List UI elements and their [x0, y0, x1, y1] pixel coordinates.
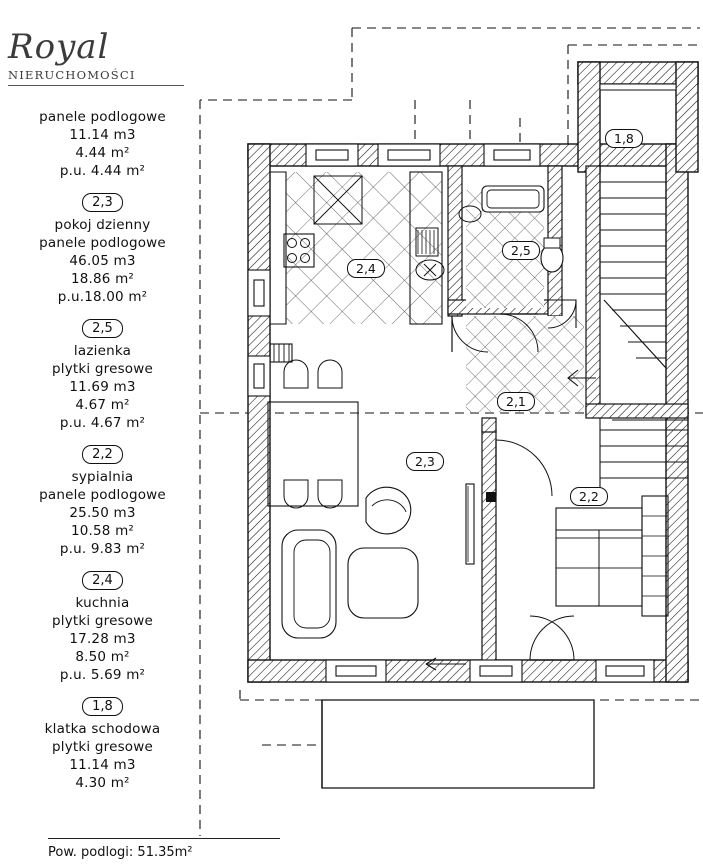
tag-2-4: 2,4: [347, 259, 385, 278]
legend-room-tag: 2,5: [82, 319, 123, 338]
tag-1-8: 1,8: [605, 129, 643, 148]
legend-line: p.u. 4.67 m²: [59, 415, 146, 431]
legend-block: [0, 569, 205, 684]
legend-line: 11.14 m3: [69, 127, 136, 143]
legend-line: lazienka: [73, 343, 132, 359]
legend-line: p.u. 5.69 m²: [59, 667, 146, 683]
legend-line: 4.67 m²: [75, 397, 130, 413]
legend-line: 8.50 m²: [75, 649, 130, 665]
legend-line: 17.28 m3: [69, 631, 136, 647]
company-logo: [8, 27, 198, 86]
tag-2-5: 2,5: [502, 241, 540, 260]
legend-block: [0, 191, 205, 306]
legend-line: panele podlogowe: [39, 235, 166, 251]
legend-block: [0, 317, 205, 432]
total-area-footer: [48, 838, 308, 860]
logo-subtitle: NIERUCHOMOŚCI: [8, 68, 136, 82]
room-legend: [0, 108, 205, 803]
legend-line: plytki gresowe: [51, 361, 154, 377]
tag-2-2: 2,2: [570, 487, 608, 506]
legend-line: 11.14 m3: [69, 757, 136, 773]
legend-line: klatka schodowa: [44, 721, 161, 737]
legend-line: 18.86 m²: [70, 271, 135, 287]
legend-line: 11.69 m3: [69, 379, 136, 395]
legend-line: p.u. 9.83 m²: [59, 541, 146, 557]
legend-line: kuchnia: [75, 595, 130, 611]
legend-room-tag: 2,3: [82, 193, 123, 212]
legend-room-tag: 2,2: [82, 445, 123, 464]
legend-line: 10.58 m²: [70, 523, 135, 539]
logo-divider: [8, 85, 184, 86]
legend-line: 25.50 m3: [69, 505, 136, 521]
legend-line: plytki gresowe: [51, 739, 154, 755]
tag-2-1: 2,1: [497, 392, 535, 411]
legend-line: 4.44 m²: [75, 145, 130, 161]
legend-block: [0, 443, 205, 558]
legend-line: p.u.18.00 m²: [57, 289, 148, 305]
legend-block: [0, 108, 205, 180]
legend-line: panele podlogowe: [39, 109, 166, 125]
legend-line: sypialnia: [71, 469, 134, 485]
logo-name: Royal: [8, 27, 110, 67]
legend-line: 46.05 m3: [69, 253, 136, 269]
footer-divider: [48, 838, 280, 839]
legend-room-tag: 2,4: [82, 571, 123, 590]
legend-line: panele podlogowe: [39, 487, 166, 503]
legend-line: plytki gresowe: [51, 613, 154, 629]
tag-2-3: 2,3: [406, 452, 444, 471]
legend-block: [0, 695, 205, 792]
total-floor-area: Pow. podlogi: 51.35m²: [48, 845, 193, 860]
legend-room-tag: 1,8: [82, 697, 123, 716]
legend-line: pokoj dzienny: [54, 217, 151, 233]
legend-line: p.u. 4.44 m²: [59, 163, 146, 179]
legend-line: 4.30 m²: [75, 775, 130, 791]
